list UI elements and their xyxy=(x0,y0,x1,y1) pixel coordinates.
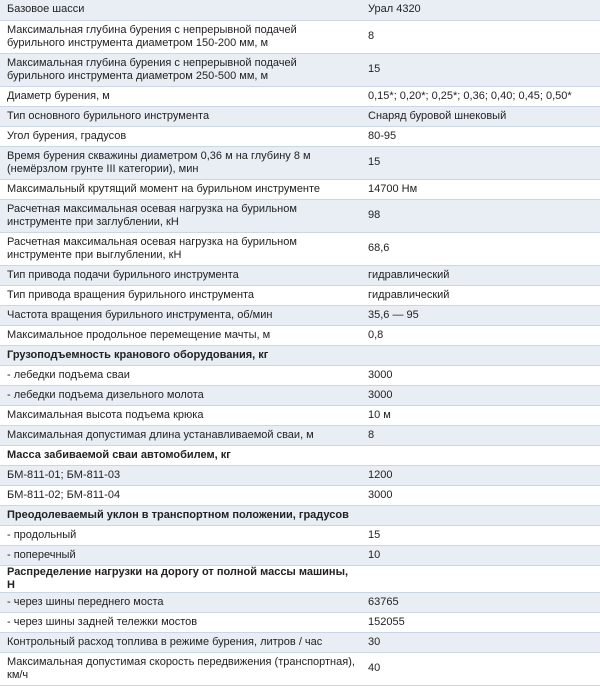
spec-value: 8 xyxy=(362,425,600,445)
spec-row xyxy=(0,285,600,305)
section-header-label: Грузоподъемность кранового оборудования, кг xyxy=(0,345,362,365)
spec-row xyxy=(0,146,600,179)
spec-value: 35,6 — 95 xyxy=(362,305,600,325)
section-header-row xyxy=(0,565,600,592)
spec-value: 15 xyxy=(362,53,600,86)
spec-value: 152055 xyxy=(362,612,600,632)
section-header-row xyxy=(0,505,600,525)
spec-row xyxy=(0,325,600,345)
spec-row xyxy=(0,405,600,425)
spec-row xyxy=(0,485,600,505)
spec-label: - поперечный xyxy=(0,545,362,565)
spec-row xyxy=(0,86,600,106)
spec-label: Угол бурения, градусов xyxy=(0,126,362,146)
spec-value: 3000 xyxy=(362,485,600,505)
spec-row xyxy=(0,53,600,86)
spec-label: Расчетная максимальная осевая нагрузка на бурильном инструменте при заглублении, кН xyxy=(0,199,362,232)
spec-row xyxy=(0,179,600,199)
spec-label: Тип привода вращения бурильного инструмента xyxy=(0,285,362,305)
spec-value: 1200 xyxy=(362,465,600,485)
spec-value: 3000 xyxy=(362,365,600,385)
spec-value: гидравлический xyxy=(362,265,600,285)
spec-label: - через шины переднего моста xyxy=(0,592,362,612)
spec-row xyxy=(0,465,600,485)
section-header-label: Преодолеваемый уклон в транспортном положении, градусов xyxy=(0,505,362,525)
spec-row xyxy=(0,545,600,565)
section-header-value xyxy=(362,445,600,465)
spec-row xyxy=(0,365,600,385)
spec-row xyxy=(0,0,600,20)
spec-label: - продольный xyxy=(0,525,362,545)
spec-row xyxy=(0,525,600,545)
spec-value: 0,8 xyxy=(362,325,600,345)
spec-value: 15 xyxy=(362,146,600,179)
spec-value: Урал 4320 xyxy=(362,0,600,20)
spec-label: БМ-811-02; БМ-811-04 xyxy=(0,485,362,505)
spec-value: 14700 Нм xyxy=(362,179,600,199)
spec-row xyxy=(0,106,600,126)
spec-value: 68,6 xyxy=(362,232,600,265)
spec-row xyxy=(0,199,600,232)
spec-label: - лебедки подъема дизельного молота xyxy=(0,385,362,405)
spec-label: Диаметр бурения, м xyxy=(0,86,362,106)
section-header-value xyxy=(362,505,600,525)
spec-label: Базовое шасси xyxy=(0,0,362,20)
spec-label: Максимальная высота подъема крюка xyxy=(0,405,362,425)
spec-row xyxy=(0,265,600,285)
spec-value: гидравлический xyxy=(362,285,600,305)
spec-label: БМ-811-01; БМ-811-03 xyxy=(0,465,362,485)
spec-label: Время бурения скважины диаметром 0,36 м на глубину 8 м (немёрзлом грунте III категории), мин xyxy=(0,146,362,179)
spec-row xyxy=(0,305,600,325)
spec-row xyxy=(0,592,600,612)
spec-value: 3000 xyxy=(362,385,600,405)
spec-value: 10 xyxy=(362,545,600,565)
spec-value: 80-95 xyxy=(362,126,600,146)
spec-value: 10 м xyxy=(362,405,600,425)
spec-label: Максимальная допустимая длина устанавливаемой сваи, м xyxy=(0,425,362,445)
spec-label: Максимальная глубина бурения с непрерывной подачей бурильного инструмента диаметром 250-500 мм, м xyxy=(0,53,362,86)
spec-label: Контрольный расход топлива в режиме бурения, литров / час xyxy=(0,632,362,652)
spec-row xyxy=(0,385,600,405)
spec-value: 8 xyxy=(362,20,600,53)
spec-row xyxy=(0,612,600,632)
spec-value: 15 xyxy=(362,525,600,545)
spec-label: - лебедки подъема сваи xyxy=(0,365,362,385)
spec-row xyxy=(0,126,600,146)
spec-row xyxy=(0,232,600,265)
section-header-label: Распределение нагрузки на дорогу от полной массы машины, Н xyxy=(0,565,362,592)
spec-row xyxy=(0,20,600,53)
spec-label: Максимальное продольное перемещение мачты, м xyxy=(0,325,362,345)
spec-label: Тип основного бурильного инструмента xyxy=(0,106,362,126)
spec-value: 40 xyxy=(362,652,600,685)
spec-label: Расчетная максимальная осевая нагрузка на бурильном инструменте при выглублении, кН xyxy=(0,232,362,265)
spec-label: Тип привода подачи бурильного инструмента xyxy=(0,265,362,285)
spec-value: 30 xyxy=(362,632,600,652)
spec-row xyxy=(0,632,600,652)
spec-label: Максимальная глубина бурения с непрерывной подачей бурильного инструмента диаметром 150-200 мм, м xyxy=(0,20,362,53)
section-header-row xyxy=(0,445,600,465)
spec-value: 0,15*; 0,20*; 0,25*; 0,36; 0,40; 0,45; 0,50* xyxy=(362,86,600,106)
spec-label: - через шины задней тележки мостов xyxy=(0,612,362,632)
spec-row xyxy=(0,425,600,445)
section-header-label: Масса забиваемой сваи автомобилем, кг xyxy=(0,445,362,465)
section-header-value xyxy=(362,345,600,365)
spec-label: Частота вращения бурильного инструмента, об/мин xyxy=(0,305,362,325)
section-header-value xyxy=(362,565,600,592)
spec-row xyxy=(0,652,600,685)
spec-label: Максимальный крутящий момент на бурильном инструменте xyxy=(0,179,362,199)
spec-label: Максимальная допустимая скорость передвижения (транспортная), км/ч xyxy=(0,652,362,685)
spec-value: Снаряд буровой шнековый xyxy=(362,106,600,126)
section-header-row xyxy=(0,345,600,365)
spec-value: 98 xyxy=(362,199,600,232)
spec-value: 63765 xyxy=(362,592,600,612)
